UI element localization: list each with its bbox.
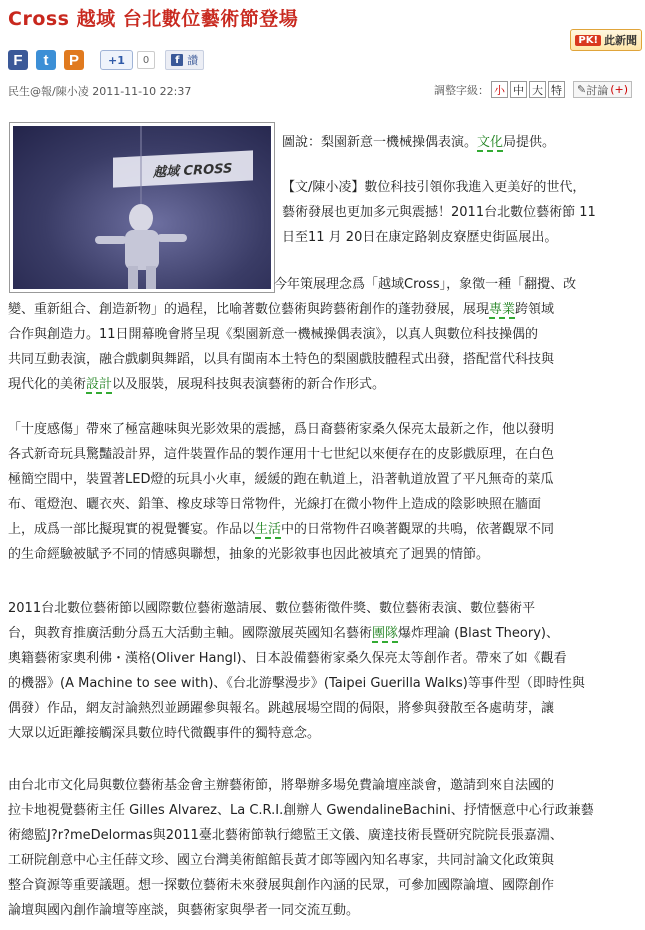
keyword-link-culture[interactable]: 文化: [477, 135, 504, 150]
paragraph-line: [8, 848, 594, 873]
paragraph-text: 今年策展理念爲「越域Cross」，象徵一種「翻攪、改: [274, 277, 577, 292]
paragraph-line: [8, 272, 576, 297]
paragraph-text: 跨領域: [515, 302, 555, 317]
plus1-count: 0: [137, 51, 155, 69]
puppet-figure-icon: [13, 126, 271, 289]
paragraph-line: [8, 646, 585, 671]
paragraph-text: 極簡空間中，裝置著LED燈的玩具小火車，緩緩的跑在軌道上，沿著軌道放置了平凡無奇的菜瓜: [8, 472, 554, 487]
paragraph-curation: [8, 272, 576, 397]
paragraph-text: 由台北市文化局與數位藝術基金會主辦藝術節，將舉辦多場免費論壇座談會，邀請到來自法國的: [8, 778, 555, 793]
paragraph-text: 變、重新組合、創造新物」的過程，比喻著數位藝術與跨藝術創作的蓬勃發展，展現: [8, 302, 490, 317]
paragraph-text: 「十度感傷」帶來了極富趣味與光影效果的震撼，爲日裔藝術家桑久保亮太最新之作，他以發明: [8, 422, 555, 437]
paragraph-text: 台，與教育推廣活動分爲五大活動主軸。國際激展英國知名藝術: [8, 626, 373, 641]
paragraph-line: [8, 372, 576, 397]
facebook-like-button[interactable]: [165, 50, 204, 70]
paragraph-text: 整合資源等重要議題。想一探數位藝術未來發展與創作內涵的民眾，可參加國際論壇、國際創作: [8, 878, 555, 893]
paragraph-line: [8, 696, 585, 721]
article-photo: [9, 122, 275, 293]
paragraph-line: 日至11 月 20日在康定路剝皮寮歷史街區展出。: [282, 230, 558, 245]
paragraph-line: [8, 671, 585, 696]
paragraph-text: 拉卡地視覺藝術主任 Gilles Alvarez、La C.R.I.創辦人 GwendalineBachini、抒情愜意中心行政兼藝: [8, 803, 594, 818]
discuss-icon: ✎: [577, 83, 587, 96]
font-size-small-button[interactable]: 小: [491, 81, 508, 98]
paragraph-text: 2011台北數位藝術節以國際數位藝術邀請展、數位藝術徵件獎、數位藝術表演、數位藝術平: [8, 601, 536, 616]
keyword-link[interactable]: 設計: [86, 377, 113, 392]
share-bar: [8, 49, 204, 71]
paragraph-line: [8, 467, 554, 492]
paragraph-line: [8, 596, 585, 621]
paragraph-text: 的生命經驗被賦予不同的情感與聯想，抽象的光影敘事也因此被填充了迥異的情節。: [8, 547, 490, 562]
pk-news-badge[interactable]: [570, 29, 642, 51]
paragraph-text: 大眾以近距離接觸深具數位時代微觀事件的獨特意念。: [8, 726, 321, 741]
paragraph-line: [8, 873, 594, 898]
paragraph-line: [8, 322, 576, 347]
paragraph-line: [8, 542, 554, 567]
pk-news-label: 此新聞: [604, 34, 637, 47]
paragraph-line: [8, 898, 594, 923]
paragraph-text: 共同互動表演，融合戲劇與舞蹈，以具有閩南本土特色的梨園戲肢體程式出發，搭配當代科技與: [8, 352, 555, 367]
caption-suffix: 局提供。: [503, 135, 556, 150]
paragraph-line: 藝術發展也更加多元與震撼！2011台北數位藝術節 11: [282, 205, 596, 220]
paragraph-text: 現代化的美術: [8, 377, 87, 392]
paragraph-events: [8, 596, 585, 746]
paragraph-line: [8, 297, 576, 322]
paragraph-text: 工研院創意中心主任薛文珍、國立台灣美術館館長黃才郎等國內知名專家，共同討論文化政策與: [8, 853, 555, 868]
paragraph-line: [8, 621, 585, 646]
paragraph-ten-degrees: [8, 417, 554, 567]
font-size-medium-button[interactable]: 中: [510, 81, 527, 98]
discuss-button[interactable]: [573, 81, 632, 98]
paragraph-line: 【文/陳小凌】數位科技引領你我進入更美好的世代，: [282, 180, 586, 195]
plurk-share-icon[interactable]: P: [64, 50, 84, 70]
font-size-xlarge-button[interactable]: 特: [548, 81, 565, 98]
paragraph-text: 的機器》(A Machine to see with)、《台北游擊漫步》(Taipei Guerilla Walks)等事件型（即時性與: [8, 676, 585, 691]
font-size-label: 調整字級：: [434, 83, 489, 97]
paragraph-text: 合作與創造力。11日開幕晚會將呈現《梨園新意一機械操偶表演》，以真人與數位科技操偶的: [8, 327, 539, 342]
paragraph-text: 以及服裝，展現科技與表演藝術的新合作形式。: [112, 377, 386, 392]
facebook-icon: f: [171, 54, 183, 66]
caption-text: 圖說：梨園新意一機械操偶表演。: [282, 135, 478, 150]
paragraph-line: [8, 823, 594, 848]
paragraph-text: 偶發）作品，網友討論熱烈並踴躍參與報名。跳越展場空間的侷限，將參與發散至各處萌芽，讓: [8, 701, 555, 716]
paragraph-text: 術總監J?r?meDelormas與2011臺北藝術節執行總監王文儀、廣達技術長暨研究院院長張嘉淵、: [8, 828, 563, 843]
keyword-link[interactable]: 團隊: [372, 626, 399, 641]
photo-banner-text: 越域 CROSS: [113, 150, 253, 187]
paragraph-line: [8, 798, 594, 823]
font-size-toolbar: [434, 81, 632, 98]
paragraph-line: [8, 492, 554, 517]
article-meta: 民生@報/陳小凌 2011-11-10 22:37: [8, 85, 192, 98]
discuss-label: 討論: [586, 83, 609, 97]
paragraph-text: 布、電燈泡、曬衣夾、鉛筆、橡皮球等日常物件，光線打在微小物件上造成的陰影映照在牆面: [8, 497, 542, 512]
photo-caption: [282, 131, 555, 150]
paragraph-intro: [282, 175, 596, 250]
paragraph-text: 中的日常物件召喚著觀眾的共鳴，依著觀眾不同: [281, 522, 555, 537]
paragraph-line: [8, 347, 576, 372]
paragraph-text: 奧籍藝術家奧利佛・漢格(Oliver Hangl)、日本設備藝術家桑久保亮太等創作者。帶來了如《觀看: [8, 651, 567, 666]
pk-label: PK!: [575, 35, 601, 46]
article-title: Cross 越域 台北數位藝術節登場: [8, 8, 299, 30]
discuss-plus: (+): [610, 83, 629, 96]
keyword-link[interactable]: 專業: [489, 302, 516, 317]
facebook-like-label: 讚: [187, 54, 199, 67]
puppet-performance-image: [13, 126, 271, 289]
facebook-share-icon[interactable]: F: [8, 50, 28, 70]
twitter-share-icon[interactable]: t: [36, 50, 56, 70]
paragraph-line: [8, 721, 585, 746]
google-plus1-button[interactable]: +1: [100, 50, 133, 70]
paragraph-line: [8, 442, 554, 467]
paragraph-text: 論壇與國內創作論壇等座談，與藝術家與學者一同交流互動。: [8, 903, 360, 918]
paragraph-text: 上，成爲一部比擬現實的視覺饗宴。作品以: [8, 522, 256, 537]
paragraph-line: [8, 517, 554, 542]
paragraph-forum: [8, 773, 594, 923]
font-size-large-button[interactable]: 大: [529, 81, 546, 98]
paragraph-text: 各式新奇玩具驚豔設計界，這件裝置作品的製作運用十七世紀以來便存在的皮影戲原理，在白色: [8, 447, 555, 462]
paragraph-line: [8, 417, 554, 442]
paragraph-line: [8, 773, 594, 798]
paragraph-text: 爆炸理論 (Blast Theory)、: [398, 626, 559, 641]
keyword-link[interactable]: 生活: [255, 522, 282, 537]
